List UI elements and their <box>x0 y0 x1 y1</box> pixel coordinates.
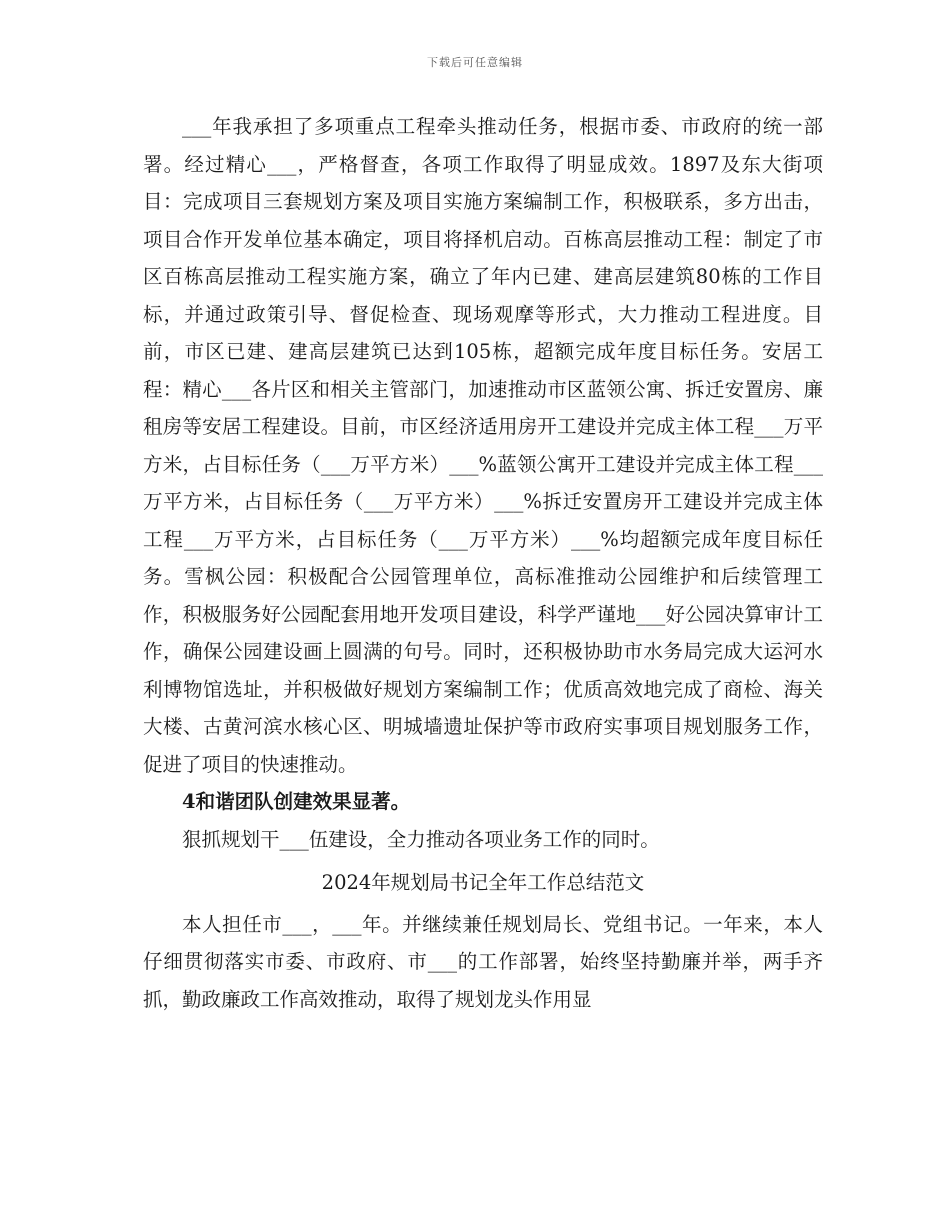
section-heading-team: 4和谐团队创建效果显著。 <box>182 790 411 813</box>
document-title: 2024年规划局书记全年工作总结范文 <box>321 871 645 894</box>
body-paragraph-projects: ___年我承担了多项重点工程牵头推动任务，根据市委、市政府的统一部署。经过精心___，严格督查，各项工作取得了明显成效。1897及东大街项目：完成项目三套规划方案及项目实施方案编制工作，积极联系，多方出击，项目合作开发单位基本确定，项目将择机启动。百栋高层推动工程：制定了市区百栋高层推动工程实施方案，确立了年内已建、建高层建筑80栋的工作目标，并通过政策引导、督促检查、现场观摩等形式，大力推动工程进度。目前，市区已建、建高层建筑已达到105栋，超额完成年度目标任务。安居工程：精心___各片区和相关主管部门，加速推动市区蓝领公寓、拆迁安置房、廉租房等安居工程建设。目前，市区经济适用房开工建设并完成主体工程___万平方米，占目标任务（___万平方米）___%蓝领公寓开工建设并完成主体工程___万平方米，占目标任务（___万平方米）___%拆迁安置房开工建设并完成主体工程___万平方米，占目标任务（___万平方米）___%均超额完成年度目标任务。雪枫公园：积极配合公园管理单位，高标准推动公园维护和后续管理工作，积极服务好公园配套用地开发项目建设，科学严谨地___好公园决算审计工作，确保公园建设画上圆满的句号。同时，还积极协助市水务局完成大运河水利博物馆选址，并积极做好规划方案编制工作；优质高效地完成了商检、海关大楼、古黄河滨水核心区、明城墙遗址保护等市政府实事项目规划服务工作，促进了项目的快速推动。 <box>143 115 823 776</box>
document-body <box>143 108 823 1018</box>
page-header-note: 下载后可任意编辑 <box>427 56 523 69</box>
body-paragraph-intro: 本人担任市___，___年。并继续兼任规划局长、党组书记。一年来，本人仔细贯彻落实市委、市政府、市___的工作部署，始终坚持勤廉并举，两手齐抓，勤政廉政工作高效推动，取得了规划龙头作用显 <box>143 912 823 1011</box>
body-paragraph-team: 狠抓规划干___伍建设，全力推动各项业务工作的同时。 <box>182 827 660 851</box>
